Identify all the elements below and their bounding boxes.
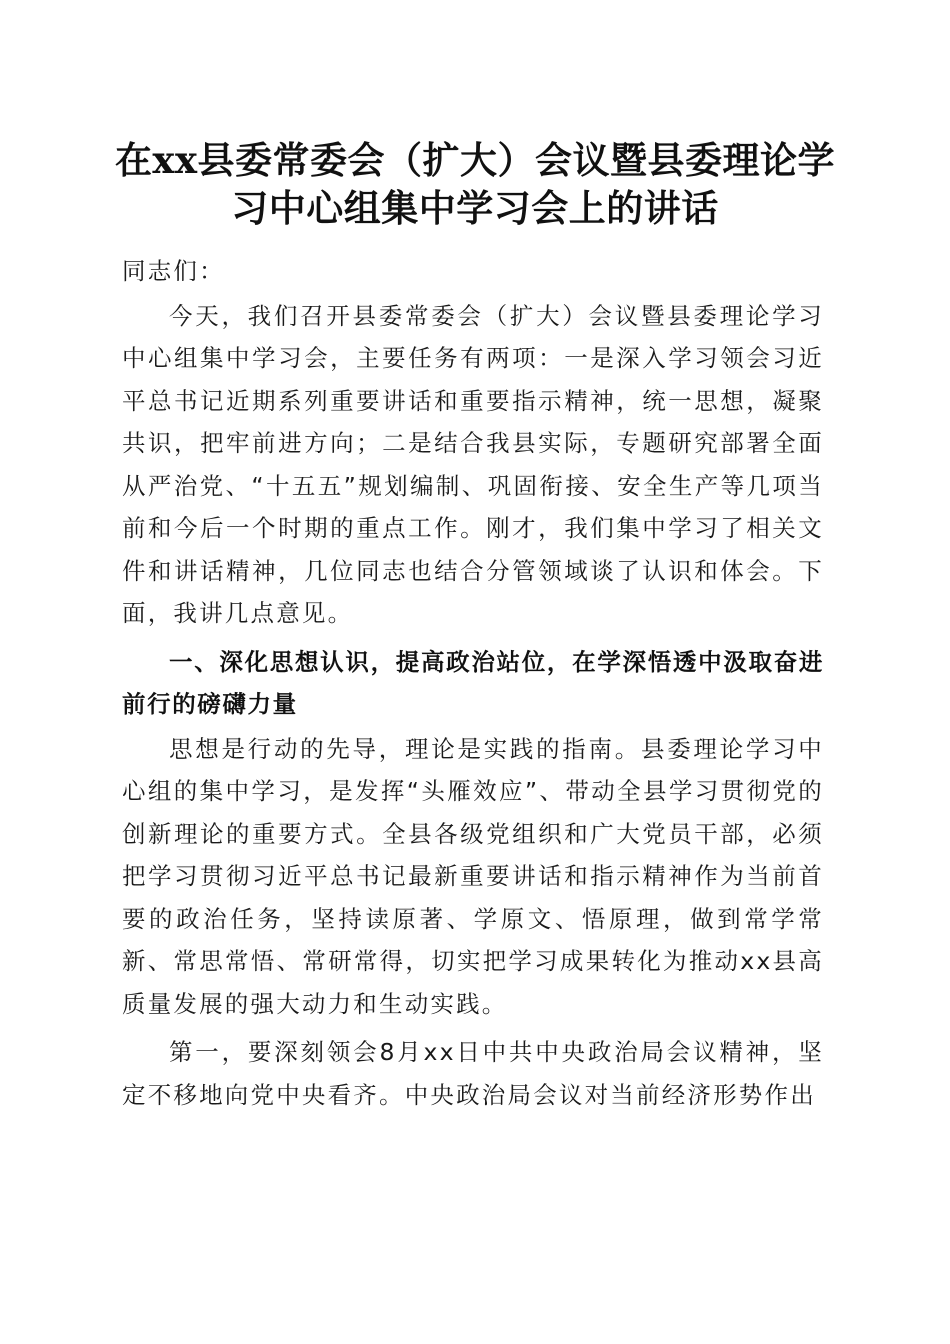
section-paragraph-1: 思想是行动的先导，理论是实践的指南。县委理论学习中心组的集中学习，是发挥“头雁效应”、带动全县学习贯彻党的创新理论的重要方式。全县各级党组织和广大党员干部，必须把学习贯彻习近平总书记最新重要讲话和指示精神作为当前首要的政治任务，坚持读原著、学原文、悟原理，做到常学常新、常思常悟、常研常得，切实把学习成果转化为推动xx县高质量发展的强大动力和生动实践。	[122, 734, 824, 1018]
document-title: 在xx县委常委会（扩大）会议暨县委理论学习中心组集中学习会上的讲话	[114, 138, 836, 230]
section-paragraph-2: 第一，要深刻领会8月xx日中共中央政治局会议精神，坚定不移地向党中央看齐。中央政治局会议对当前经济形势作出	[122, 1038, 824, 1109]
intro-paragraph: 今天，我们召开县委常委会（扩大）会议暨县委理论学习中心组集中学习会，主要任务有两项：一是深入学习领会习近平总书记近期系列重要讲话和重要指示精神，统一思想，凝聚共识，把牢前进方向；二是结合我县实际，专题研究部署全面从严治党、“十五五”规划编制、巩固衔接、安全生产等几项当前和今后一个时期的重点工作。刚才，我们集中学习了相关文件和讲话精神，几位同志也结合分管领域谈了认识和体会。下面，我讲几点意见。	[122, 301, 824, 627]
section-heading: 一、深化思想认识，提高政治站位，在学深悟透中汲取奋进前行的磅礴力量	[122, 647, 824, 718]
document-body	[122, 250, 824, 1116]
salutation: 同志们：	[122, 257, 225, 285]
